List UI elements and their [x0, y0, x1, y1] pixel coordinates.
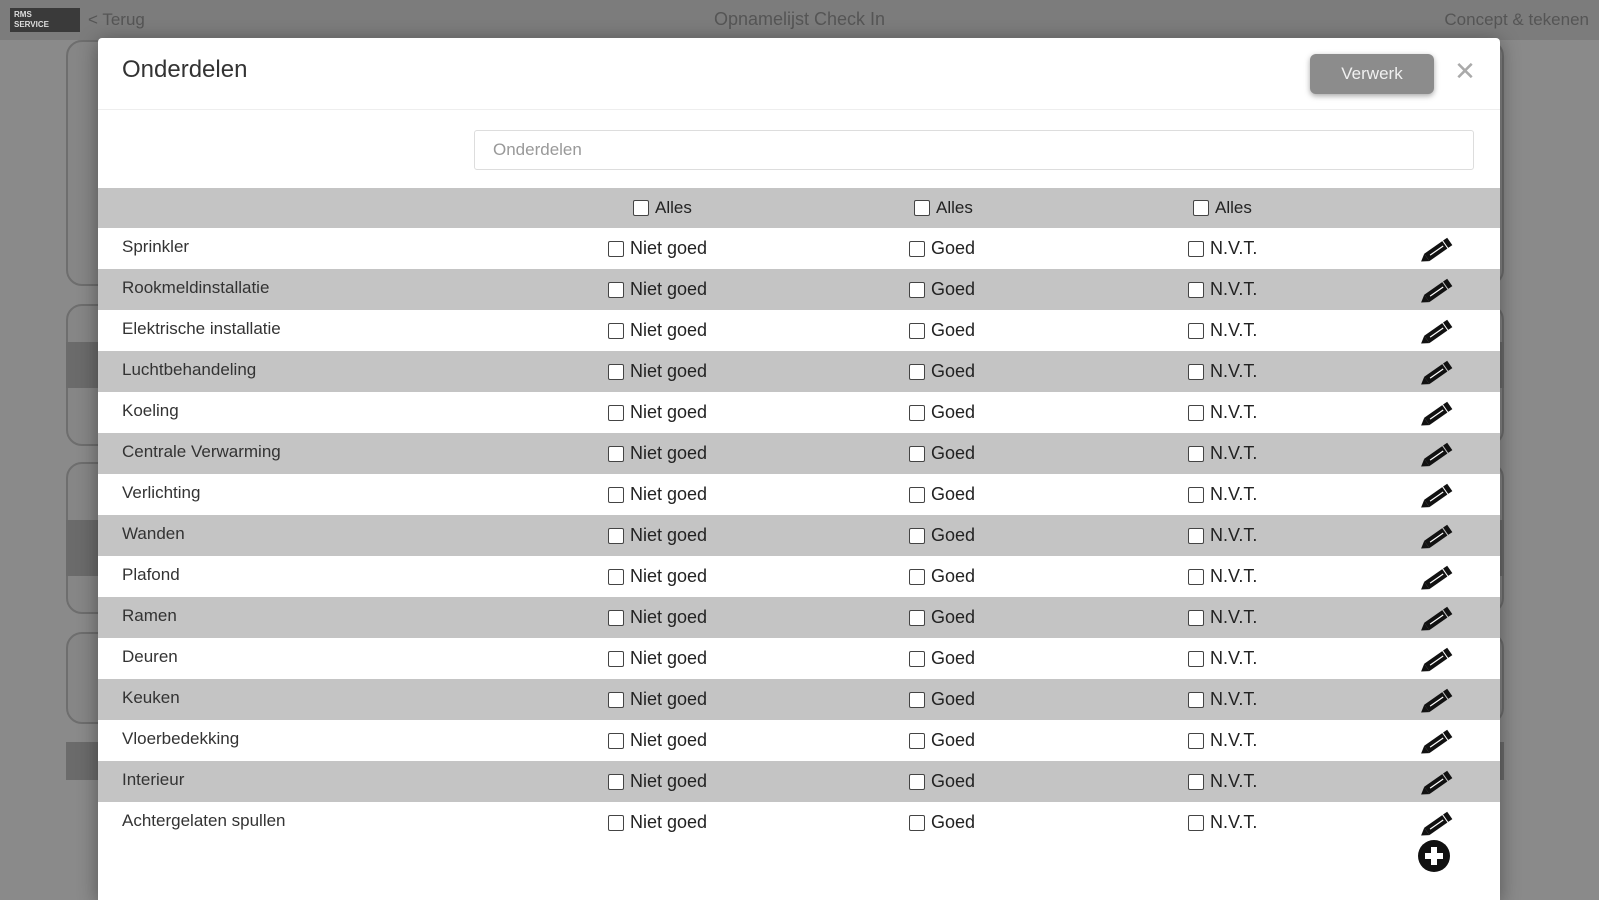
- option-nvt[interactable]: [1188, 607, 1257, 628]
- table-row: [98, 679, 1500, 720]
- option-label: N.V.T.: [1210, 361, 1258, 381]
- pencil-icon[interactable]: [1420, 233, 1456, 265]
- onderdeel-name: Rookmeldinstallatie: [122, 278, 270, 297]
- table-row: [98, 269, 1500, 310]
- onderdeel-name: Ramen: [122, 606, 177, 625]
- onderdeel-name: Achtergelaten spullen: [122, 811, 286, 830]
- option-niet-goed[interactable]: [608, 238, 707, 259]
- pencil-icon[interactable]: [1420, 397, 1456, 429]
- option-nvt[interactable]: [1188, 238, 1257, 259]
- select-all-label: Alles: [936, 198, 973, 217]
- option-label: N.V.T.: [1210, 812, 1258, 832]
- option-niet-goed[interactable]: [608, 607, 707, 628]
- process-button[interactable]: Verwerk: [1310, 54, 1434, 94]
- checkbox[interactable]: [1188, 528, 1204, 544]
- pencil-icon[interactable]: [1420, 520, 1456, 552]
- onderdeel-name: Verlichting: [122, 483, 201, 502]
- option-niet-goed[interactable]: [608, 443, 707, 464]
- option-label: Niet goed: [630, 812, 708, 832]
- option-label: Goed: [931, 238, 976, 258]
- option-goed[interactable]: [909, 279, 975, 300]
- checkbox[interactable]: [909, 241, 925, 257]
- checkbox[interactable]: [1193, 200, 1209, 216]
- option-niet-goed[interactable]: [608, 361, 707, 382]
- checkbox[interactable]: [909, 528, 925, 544]
- checkbox[interactable]: [608, 569, 624, 585]
- checkbox[interactable]: [1188, 815, 1204, 831]
- option-label: Goed: [931, 525, 976, 545]
- checkbox[interactable]: [1188, 241, 1204, 257]
- option-label: N.V.T.: [1210, 402, 1258, 422]
- plus-circle-icon[interactable]: [1416, 838, 1452, 874]
- option-label: Goed: [931, 730, 976, 750]
- option-niet-goed[interactable]: [608, 320, 707, 341]
- checkbox[interactable]: [909, 651, 925, 667]
- checkbox[interactable]: [1188, 282, 1204, 298]
- checkbox[interactable]: [909, 610, 925, 626]
- checkbox[interactable]: [909, 446, 925, 462]
- onderdeel-name: Deuren: [122, 647, 178, 666]
- option-label: Niet goed: [630, 525, 708, 545]
- select-all-nvt[interactable]: [1193, 198, 1252, 218]
- option-label: Goed: [931, 484, 976, 504]
- option-label: Goed: [931, 607, 976, 627]
- checkbox[interactable]: [1188, 364, 1204, 380]
- option-label: N.V.T.: [1210, 279, 1258, 299]
- option-niet-goed[interactable]: [608, 771, 707, 792]
- option-label: N.V.T.: [1210, 320, 1258, 340]
- option-nvt[interactable]: [1188, 771, 1257, 792]
- onderdeel-name: Keuken: [122, 688, 180, 707]
- option-label: N.V.T.: [1210, 443, 1258, 463]
- checkbox[interactable]: [608, 241, 624, 257]
- option-goed[interactable]: [909, 648, 975, 669]
- onderdeel-name: Koeling: [122, 401, 179, 420]
- option-goed[interactable]: [909, 361, 975, 382]
- onderdeel-name: Centrale Verwarming: [122, 442, 281, 461]
- table-row: [98, 433, 1500, 474]
- option-goed[interactable]: [909, 730, 975, 751]
- option-label: N.V.T.: [1210, 771, 1258, 791]
- onderdeel-name: Wanden: [122, 524, 185, 543]
- option-label: Niet goed: [630, 320, 708, 340]
- option-label: Goed: [931, 443, 976, 463]
- option-label: Niet goed: [630, 607, 708, 627]
- option-label: N.V.T.: [1210, 648, 1258, 668]
- option-label: N.V.T.: [1210, 525, 1258, 545]
- app-topbar: [0, 0, 1599, 40]
- app-title: Opnamelijst Check In: [713, 9, 886, 29]
- option-nvt[interactable]: [1188, 648, 1257, 669]
- table-row: [98, 392, 1500, 433]
- checkbox[interactable]: [909, 569, 925, 585]
- option-label: Goed: [931, 812, 976, 832]
- modal-header: [98, 38, 1500, 110]
- option-label: Goed: [931, 648, 976, 668]
- option-label: Niet goed: [630, 361, 708, 381]
- onderdeel-name: Sprinkler: [122, 237, 190, 256]
- option-goed[interactable]: [909, 689, 975, 710]
- checkbox[interactable]: [1188, 774, 1204, 790]
- option-nvt[interactable]: [1188, 320, 1257, 341]
- option-niet-goed[interactable]: [608, 648, 707, 669]
- option-label: N.V.T.: [1210, 566, 1258, 586]
- checkbox[interactable]: [608, 815, 624, 831]
- option-nvt[interactable]: [1188, 279, 1257, 300]
- option-goed[interactable]: [909, 238, 975, 259]
- table-row: [98, 351, 1500, 392]
- option-niet-goed[interactable]: [608, 484, 707, 505]
- checkbox[interactable]: [1188, 569, 1204, 585]
- pencil-icon[interactable]: [1420, 274, 1456, 306]
- option-goed[interactable]: [909, 320, 975, 341]
- pencil-icon[interactable]: [1420, 438, 1456, 470]
- checkbox[interactable]: [608, 733, 624, 749]
- close-icon[interactable]: ✕: [1454, 56, 1476, 86]
- checkbox[interactable]: [608, 692, 624, 708]
- option-niet-goed[interactable]: [608, 689, 707, 710]
- pencil-icon[interactable]: [1420, 684, 1456, 716]
- option-label: Niet goed: [630, 730, 708, 750]
- checkbox[interactable]: [909, 774, 925, 790]
- onderdeel-name: Elektrische installatie: [122, 319, 281, 338]
- option-label: N.V.T.: [1210, 238, 1258, 258]
- option-niet-goed[interactable]: [608, 730, 707, 751]
- checkbox[interactable]: [909, 364, 925, 380]
- checkbox[interactable]: [608, 610, 624, 626]
- modal-title: Onderdelen: [122, 56, 248, 83]
- checkbox[interactable]: [608, 446, 624, 462]
- checkbox[interactable]: [608, 528, 624, 544]
- checkbox[interactable]: [1188, 610, 1204, 626]
- checkbox[interactable]: [1188, 733, 1204, 749]
- table-body: [98, 228, 1500, 843]
- checkbox[interactable]: [608, 405, 624, 421]
- app-logo: RMS SERVICE: [10, 8, 80, 32]
- option-nvt[interactable]: [1188, 730, 1257, 751]
- checkbox[interactable]: [608, 774, 624, 790]
- option-label: Niet goed: [630, 443, 708, 463]
- onderdeel-name: Plafond: [122, 565, 180, 584]
- checkbox[interactable]: [1188, 446, 1204, 462]
- table-header: [98, 188, 1500, 228]
- option-label: Goed: [931, 320, 976, 340]
- checkbox[interactable]: [909, 405, 925, 421]
- table-row: [98, 802, 1500, 843]
- checkbox[interactable]: [909, 733, 925, 749]
- checkbox[interactable]: [608, 487, 624, 503]
- option-label: Niet goed: [630, 279, 708, 299]
- onderdeel-name: Vloerbedekking: [122, 729, 240, 748]
- option-goed[interactable]: [909, 566, 975, 587]
- checkbox[interactable]: [1188, 651, 1204, 667]
- onderdeel-name: Interieur: [122, 770, 185, 789]
- option-label: Niet goed: [630, 566, 708, 586]
- checkbox[interactable]: [1188, 487, 1204, 503]
- pencil-icon[interactable]: [1420, 561, 1456, 593]
- table-row: [98, 310, 1500, 351]
- option-label: Niet goed: [630, 238, 708, 258]
- option-nvt[interactable]: [1188, 689, 1257, 710]
- pencil-icon[interactable]: [1420, 807, 1456, 839]
- option-label: Goed: [931, 566, 976, 586]
- option-niet-goed[interactable]: [608, 525, 707, 546]
- option-niet-goed[interactable]: [608, 402, 707, 423]
- pencil-icon[interactable]: [1420, 602, 1456, 634]
- checkbox[interactable]: [608, 282, 624, 298]
- checkbox[interactable]: [1188, 692, 1204, 708]
- pencil-icon[interactable]: [1420, 315, 1456, 347]
- checkbox[interactable]: [909, 323, 925, 339]
- option-goed[interactable]: [909, 402, 975, 423]
- checkbox[interactable]: [909, 692, 925, 708]
- checkbox[interactable]: [914, 200, 930, 216]
- checkbox[interactable]: [909, 487, 925, 503]
- option-nvt[interactable]: [1188, 484, 1257, 505]
- option-nvt[interactable]: [1188, 361, 1257, 382]
- table-row: [98, 474, 1500, 515]
- table-row: [98, 720, 1500, 761]
- option-goed[interactable]: [909, 607, 975, 628]
- option-label: Goed: [931, 771, 976, 791]
- select-all-label: Alles: [655, 198, 692, 217]
- checkbox[interactable]: [909, 282, 925, 298]
- table-row: [98, 515, 1500, 556]
- option-niet-goed[interactable]: [608, 812, 707, 833]
- back-link[interactable]: < Terug: [88, 10, 145, 29]
- checkbox[interactable]: [608, 323, 624, 339]
- option-nvt[interactable]: [1188, 443, 1257, 464]
- table-row: [98, 228, 1500, 269]
- option-label: N.V.T.: [1210, 484, 1258, 504]
- option-label: Goed: [931, 402, 976, 422]
- checkbox[interactable]: [608, 651, 624, 667]
- checkbox[interactable]: [1188, 405, 1204, 421]
- select-all-niet-goed[interactable]: [633, 198, 692, 218]
- option-goed[interactable]: [909, 525, 975, 546]
- option-niet-goed[interactable]: [608, 279, 707, 300]
- option-goed[interactable]: [909, 812, 975, 833]
- pencil-icon[interactable]: [1420, 479, 1456, 511]
- checkbox[interactable]: [633, 200, 649, 216]
- onderdeel-name: Luchtbehandeling: [122, 360, 257, 379]
- option-label: Goed: [931, 279, 976, 299]
- option-nvt[interactable]: [1188, 525, 1257, 546]
- option-label: N.V.T.: [1210, 607, 1258, 627]
- option-label: Goed: [931, 689, 976, 709]
- option-label: Niet goed: [630, 484, 708, 504]
- pencil-icon[interactable]: [1420, 766, 1456, 798]
- option-label: Niet goed: [630, 689, 708, 709]
- checkbox[interactable]: [909, 815, 925, 831]
- table-row: [98, 556, 1500, 597]
- pencil-icon[interactable]: [1420, 643, 1456, 675]
- select-all-goed[interactable]: [914, 198, 973, 218]
- option-label: Niet goed: [630, 402, 708, 422]
- table-row: [98, 597, 1500, 638]
- checkbox[interactable]: [608, 364, 624, 380]
- table-row: [98, 638, 1500, 679]
- option-label: Goed: [931, 361, 976, 381]
- option-label: N.V.T.: [1210, 689, 1258, 709]
- checkbox[interactable]: [1188, 323, 1204, 339]
- option-nvt[interactable]: [1188, 812, 1257, 833]
- option-label: Niet goed: [630, 648, 708, 668]
- app-mode-label[interactable]: Concept & tekenen: [1444, 10, 1589, 29]
- pencil-icon[interactable]: [1420, 356, 1456, 388]
- option-goed[interactable]: [909, 443, 975, 464]
- option-label: N.V.T.: [1210, 730, 1258, 750]
- search-input[interactable]: [474, 130, 1474, 170]
- option-nvt[interactable]: [1188, 566, 1257, 587]
- option-label: Niet goed: [630, 771, 708, 791]
- table-row: [98, 761, 1500, 802]
- option-goed[interactable]: [909, 771, 975, 792]
- select-all-label: Alles: [1215, 198, 1252, 217]
- onderdelen-table: [98, 188, 1500, 843]
- option-niet-goed[interactable]: [608, 566, 707, 587]
- option-nvt[interactable]: [1188, 402, 1257, 423]
- onderdelen-modal: [98, 38, 1500, 900]
- option-goed[interactable]: [909, 484, 975, 505]
- pencil-icon[interactable]: [1420, 725, 1456, 757]
